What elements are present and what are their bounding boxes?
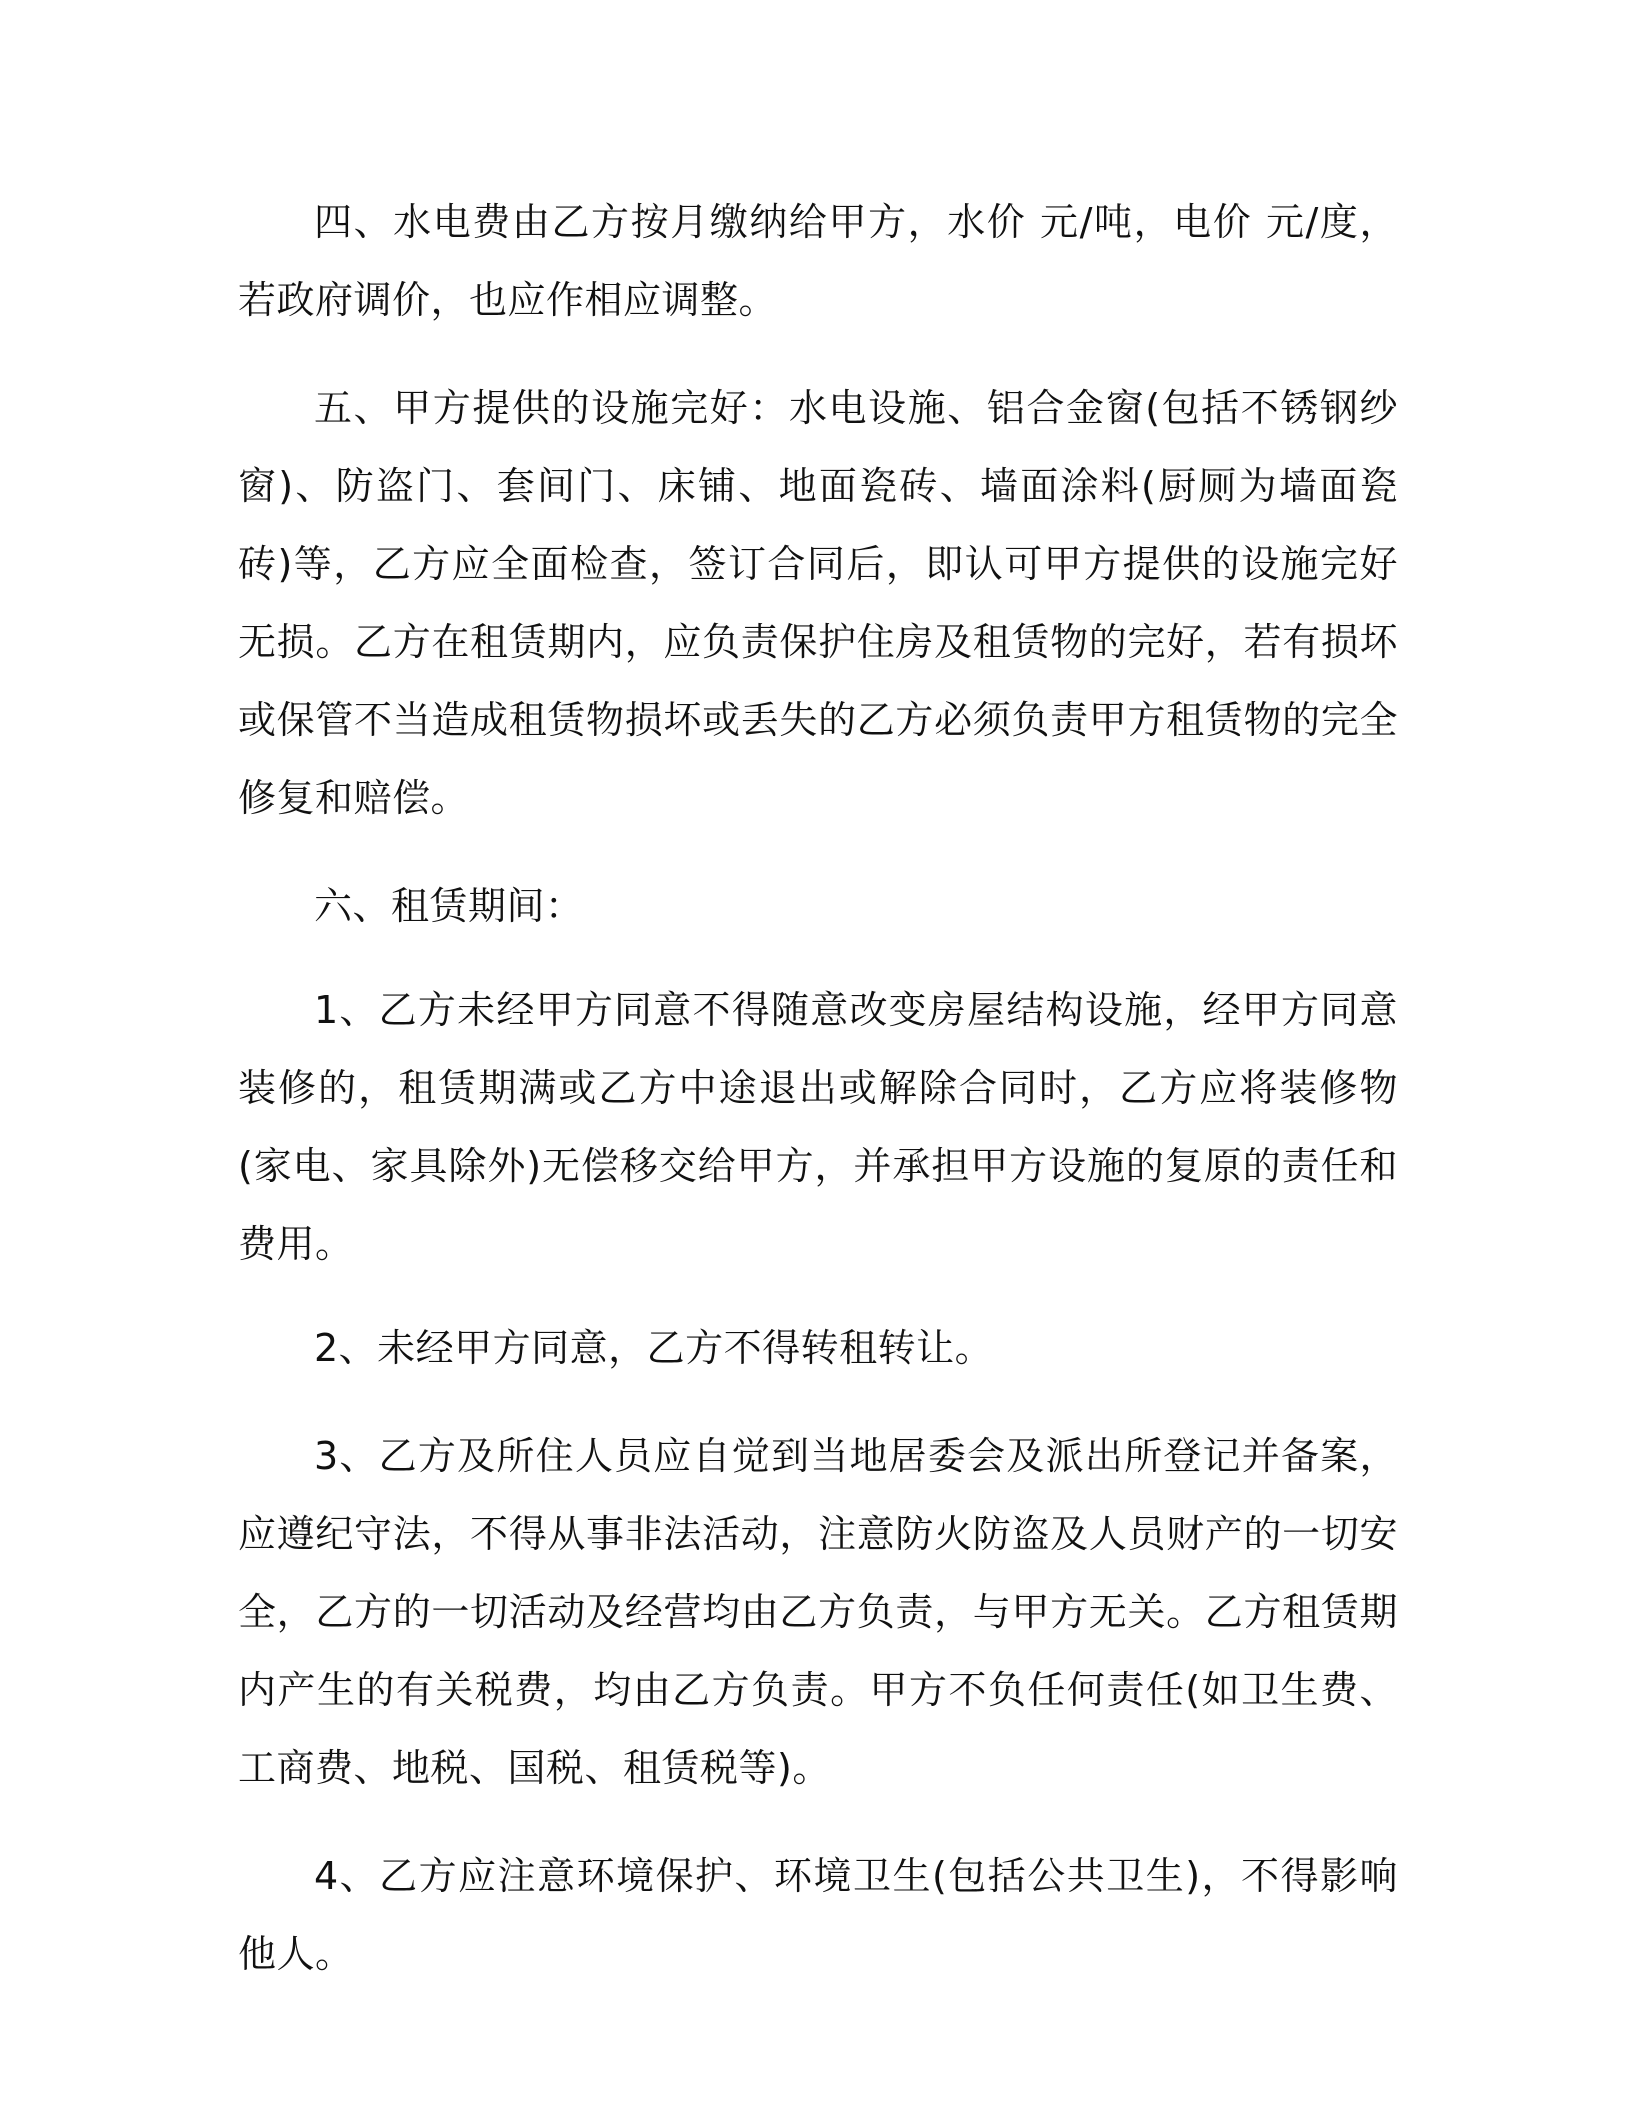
document-page [238, 183, 1398, 1993]
paragraph-clause-3: 3、乙方及所住人员应自觉到当地居委会及派出所登记并备案，应遵纪守法，不得从事非法活动，注意防火防盗及人员财产的一切安全，乙方的一切活动及经营均由乙方负责，与甲方无关。乙方租赁期内产生的有关税费，均由乙方负责。甲方不负任何责任(如卫生费、工商费、地税、国税、租赁税等)。 [238, 1434, 1398, 1790]
paragraph-clause-2: 2、未经甲方同意，乙方不得转租转让。 [314, 1326, 994, 1370]
paragraph-lease-period-heading: 六、租赁期间： [314, 884, 584, 928]
paragraph-utilities: 四、水电费由乙方按月缴纳给甲方，水价 元/吨，电价 元/度，若政府调价，也应作相应调整。 [238, 200, 1398, 322]
paragraph-clause-1: 1、乙方未经甲方同意不得随意改变房屋结构设施，经甲方同意装修的，租赁期满或乙方中途退出或解除合同时，乙方应将装修物(家电、家具除外)无偿移交给甲方，并承担甲方设施的复原的责任和费用。 [238, 988, 1398, 1266]
paragraph-clause-4: 4、乙方应注意环境保护、环境卫生(包括公共卫生)，不得影响他人。 [238, 1854, 1398, 1976]
paragraph-facilities: 五、甲方提供的设施完好：水电设施、铝合金窗(包括不锈钢纱窗)、防盗门、套间门、床铺、地面瓷砖、墙面涂料(厨厕为墙面瓷砖)等，乙方应全面检查，签订合同后，即认可甲方提供的设施完好无损。乙方在租赁期内，应负责保护住房及租赁物的完好，若有损坏或保管不当造成租赁物损坏或丢失的乙方必须负责甲方租赁物的完全修复和赔偿。 [238, 386, 1398, 820]
